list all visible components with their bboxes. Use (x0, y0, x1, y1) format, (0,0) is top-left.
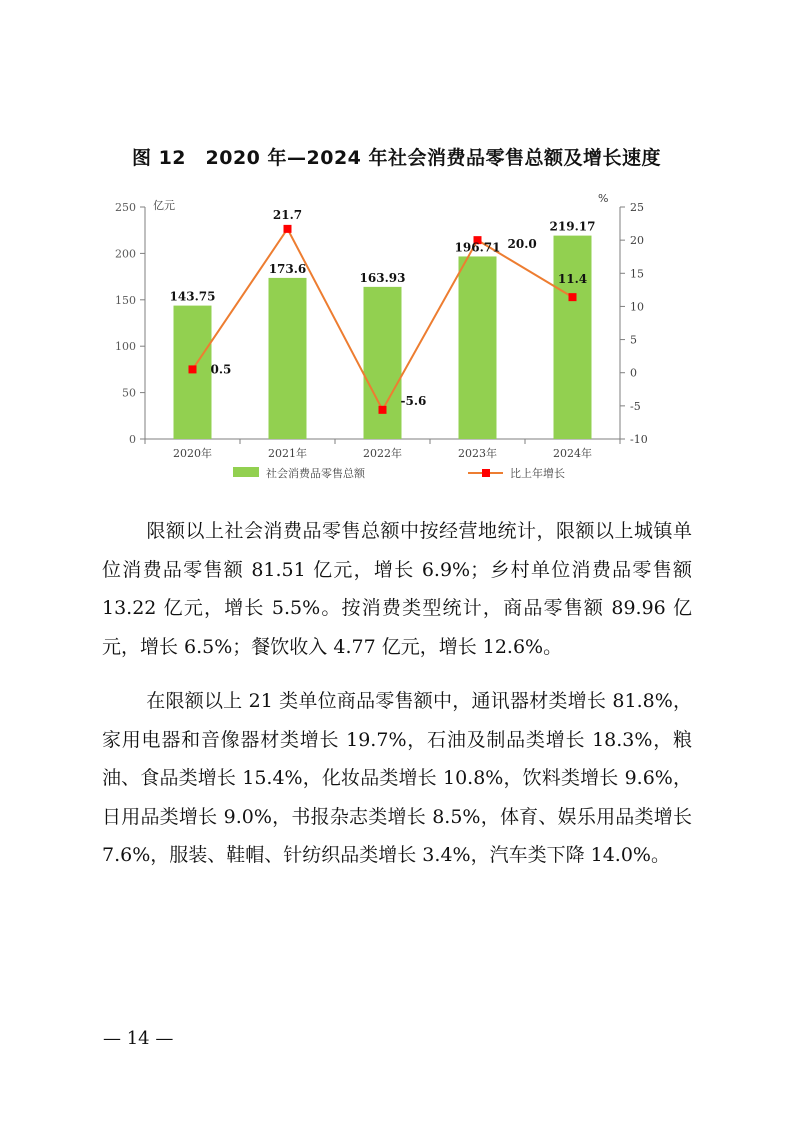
left-tick-label: 0 (129, 433, 136, 446)
x-tick-label: 2024年 (553, 447, 592, 460)
bar-line-combo-chart (0, 190, 793, 490)
right-tick-label: -5 (630, 399, 641, 413)
left-tick-label: 250 (115, 201, 136, 214)
legend-swatch-bar (233, 467, 259, 477)
bar-value-label: 196.71 (454, 240, 501, 255)
right-tick-label: 5 (630, 333, 637, 347)
left-tick-label: 100 (115, 340, 136, 354)
bar-2023年 (459, 256, 497, 439)
bar-2021年 (269, 278, 307, 439)
right-tick-label: 10 (630, 300, 644, 314)
bar-value-label: 163.93 (359, 270, 406, 285)
paragraph-text: 限额以上社会消费品零售总额中按经营地统计，限额以上城镇单位消费品零售额 81.51 亿元，增长 6.9%；乡村单位消费品零售额 13.22 亿元，增长 5.5%。按消费类型统计，商品零售额 89.96 亿元，增长 6.5%；餐饮收入 4.77 亿元，增长 12.6%。 (102, 520, 692, 658)
x-tick-label: 2020年 (173, 447, 212, 460)
growth-value-label: 21.7 (272, 207, 303, 222)
legend-swatch-marker (482, 469, 490, 477)
chart-title: 图 12 2020 年—2024 年社会消费品零售总额及增长速度 (131, 147, 662, 169)
x-tick-label: 2022年 (363, 447, 402, 460)
paragraph-consumption-by-location (102, 512, 692, 666)
paragraph-text: 在限额以上 21 类单位商品零售额中，通讯器材类增长 81.8%，家用电器和音像器材类增长 19.7%，石油及制品类增长 18.3%，粮油、食品类增长 15.4%，化妆品类增长 10.8%，饮料类增长 9.6%，日用品类增长 9.0%，书报杂志类增长 8.5%，体育、娱乐用品类增长 7.6%，服装、鞋帽、针纺织品类增长 3.4%，汽车类下降 14.0%。 (102, 690, 692, 866)
growth-value-label: 20.0 (507, 237, 537, 252)
right-tick-label: 25 (630, 201, 644, 214)
left-tick-label: 50 (122, 386, 136, 400)
right-axis-unit: % (598, 192, 609, 205)
right-tick-label: 0 (630, 366, 637, 380)
x-tick-label: 2021年 (268, 447, 307, 460)
growth-marker-2022年 (379, 406, 387, 414)
bar-2022年 (364, 287, 402, 439)
growth-value-label: -5.6 (400, 393, 427, 408)
growth-marker-2021年 (284, 225, 292, 233)
bar-value-label: 173.6 (268, 261, 307, 276)
bar-2024年 (554, 236, 592, 439)
bar-value-label: 143.75 (169, 289, 216, 304)
legend-label-bar: 社会消费品零售总额 (266, 467, 365, 480)
left-tick-label: 200 (115, 247, 136, 261)
growth-value-label: 0.5 (210, 362, 232, 377)
right-tick-label: 15 (630, 267, 644, 281)
growth-marker-2020年 (189, 365, 197, 373)
x-tick-label: 2023年 (458, 447, 497, 460)
growth-value-label: 11.4 (557, 272, 588, 287)
bar-value-label: 219.17 (549, 219, 596, 234)
legend-label-line: 比上年增长 (510, 467, 565, 480)
right-tick-label: -10 (630, 433, 648, 446)
growth-marker-2024年 (569, 293, 577, 301)
paragraph-consumption-by-category (102, 682, 692, 875)
chart-legend (233, 466, 565, 480)
left-axis-unit: 亿元 (153, 199, 175, 212)
page-number: — 14 — (103, 1028, 174, 1049)
right-tick-label: 20 (630, 234, 644, 248)
left-tick-label: 150 (115, 293, 136, 307)
